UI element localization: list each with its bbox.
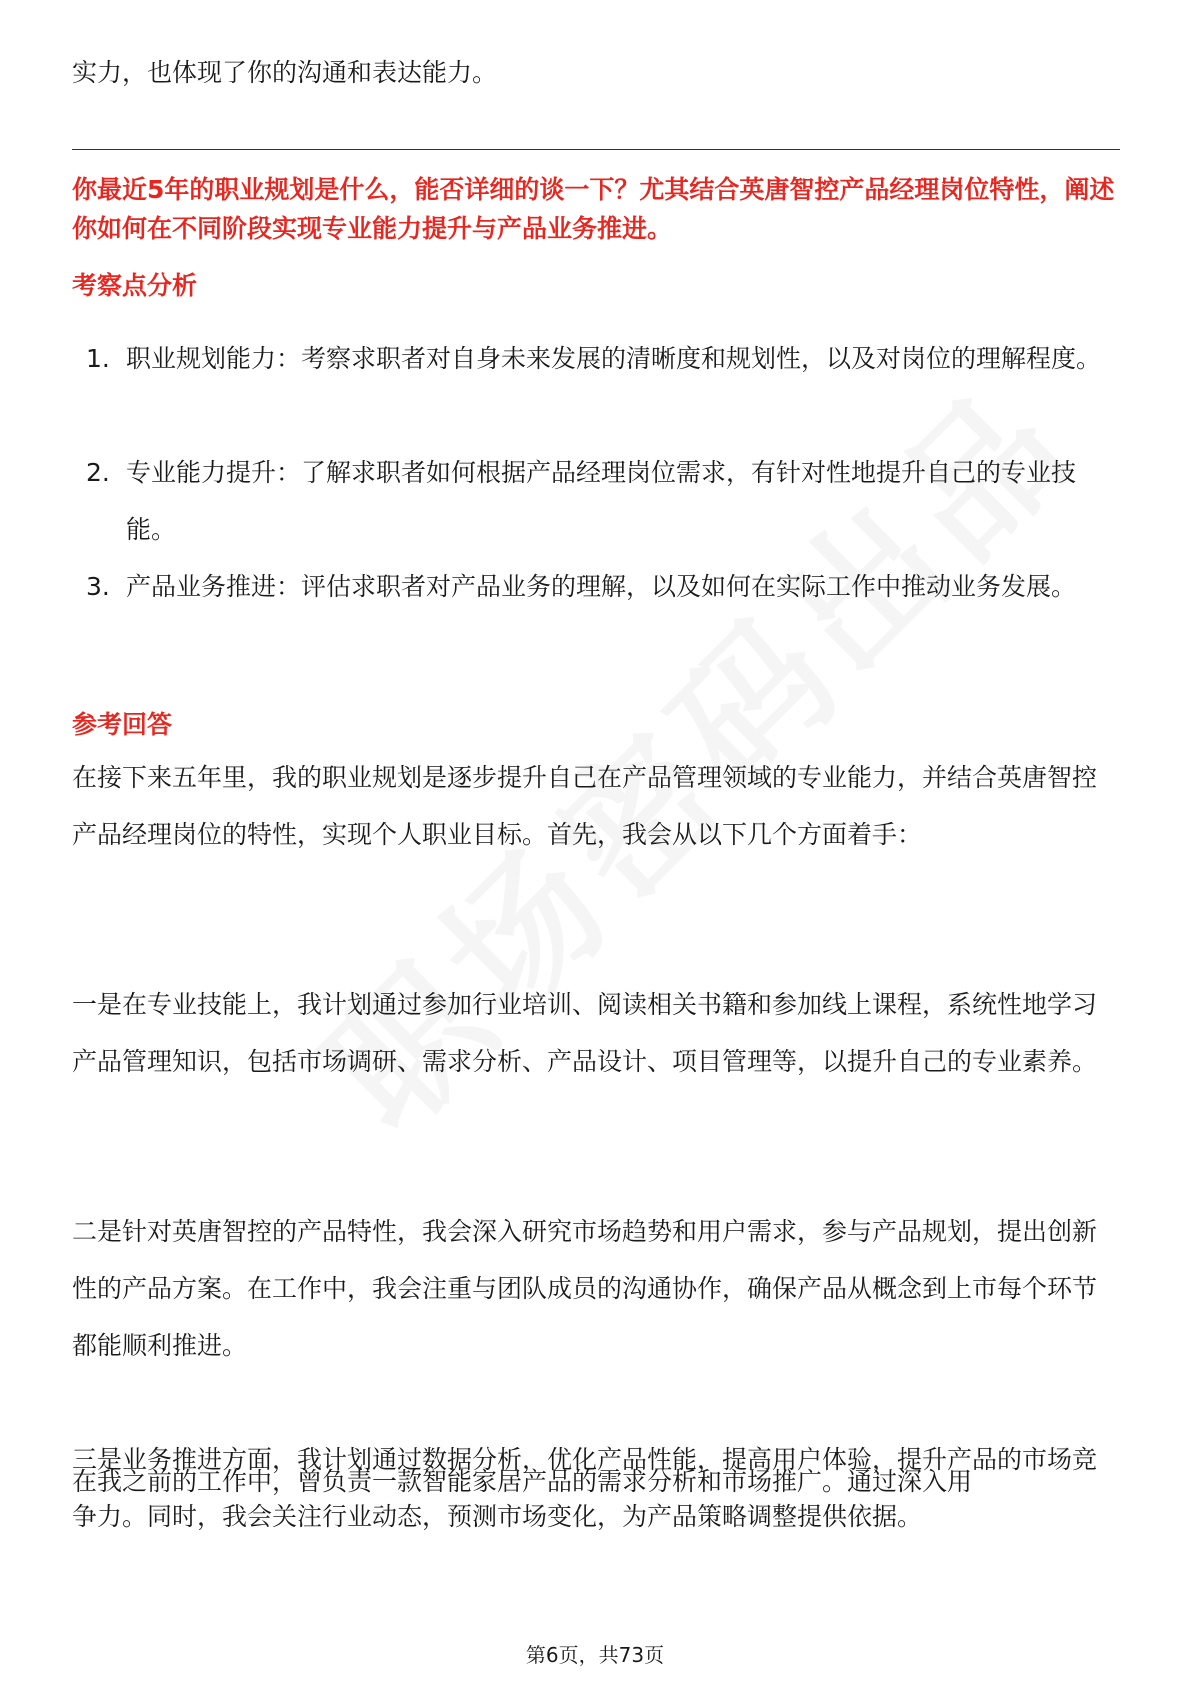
list-text: 专业能力提升：了解求职者如何根据产品经理岗位需求，有针对性地提升自己的专业技能。 (126, 458, 1077, 544)
analysis-heading: 考察点分析 (72, 271, 198, 300)
answer-heading: 参考回答 (72, 710, 173, 739)
answer-paragraph: 三是业务推进方面，我计划通过数据分析，优化产品性能，提高用户体验，提升产品的市场竞争力。同时，我会关注行业动态，预测市场变化，为产品策略调整提供依据。 (72, 1445, 1098, 1531)
list-item (72, 444, 1120, 558)
list-number: 3. (86, 572, 110, 601)
list-number: 2. (86, 458, 110, 487)
list-text: 产品业务推进：评估求职者对产品业务的理解，以及如何在实际工作中推动业务发展。 (126, 572, 1077, 601)
page-footer: 第6页，共73页 (525, 1643, 665, 1667)
answer-paragraph: 在接下来五年里，我的职业规划是逐步提升自己在产品管理领域的专业能力，并结合英唐智控产品经理岗位的特性，实现个人职业目标。首先，我会从以下几个方面着手： (72, 763, 1098, 849)
intro-text: 实力，也体现了你的沟通和表达能力。 (72, 58, 498, 87)
analysis-list (72, 330, 1120, 672)
answer-paragraph: 一是在专业技能上，我计划通过参加行业培训、阅读相关书籍和参加线上课程，系统性地学习产品管理知识，包括市场调研、需求分析、产品设计、项目管理等，以提升自己的专业素养。 (72, 990, 1098, 1076)
list-text: 职业规划能力：考察求职者对自身未来发展的清晰度和规划性，以及对岗位的理解程度。 (126, 344, 1102, 373)
divider (72, 149, 1120, 150)
answer-paragraph: 在我之前的工作中，曾负责一款智能家居产品的需求分析和市场推广。通过深入用 (72, 1467, 973, 1496)
list-item (72, 558, 1120, 672)
list-number: 1. (86, 344, 110, 373)
list-item (72, 330, 1120, 444)
question-title: 你最近5年的职业规划是什么，能否详细的谈一下？尤其结合英唐智控产品经理岗位特性，阐述你如何在不同阶段实现专业能力提升与产品业务推进。 (72, 175, 1115, 243)
answer-paragraph: 二是针对英唐智控的产品特性，我会深入研究市场趋势和用户需求，参与产品规划，提出创新性的产品方案。在工作中，我会注重与团队成员的沟通协作，确保产品从概念到上市每个环节都能顺利推进。 (72, 1217, 1098, 1360)
